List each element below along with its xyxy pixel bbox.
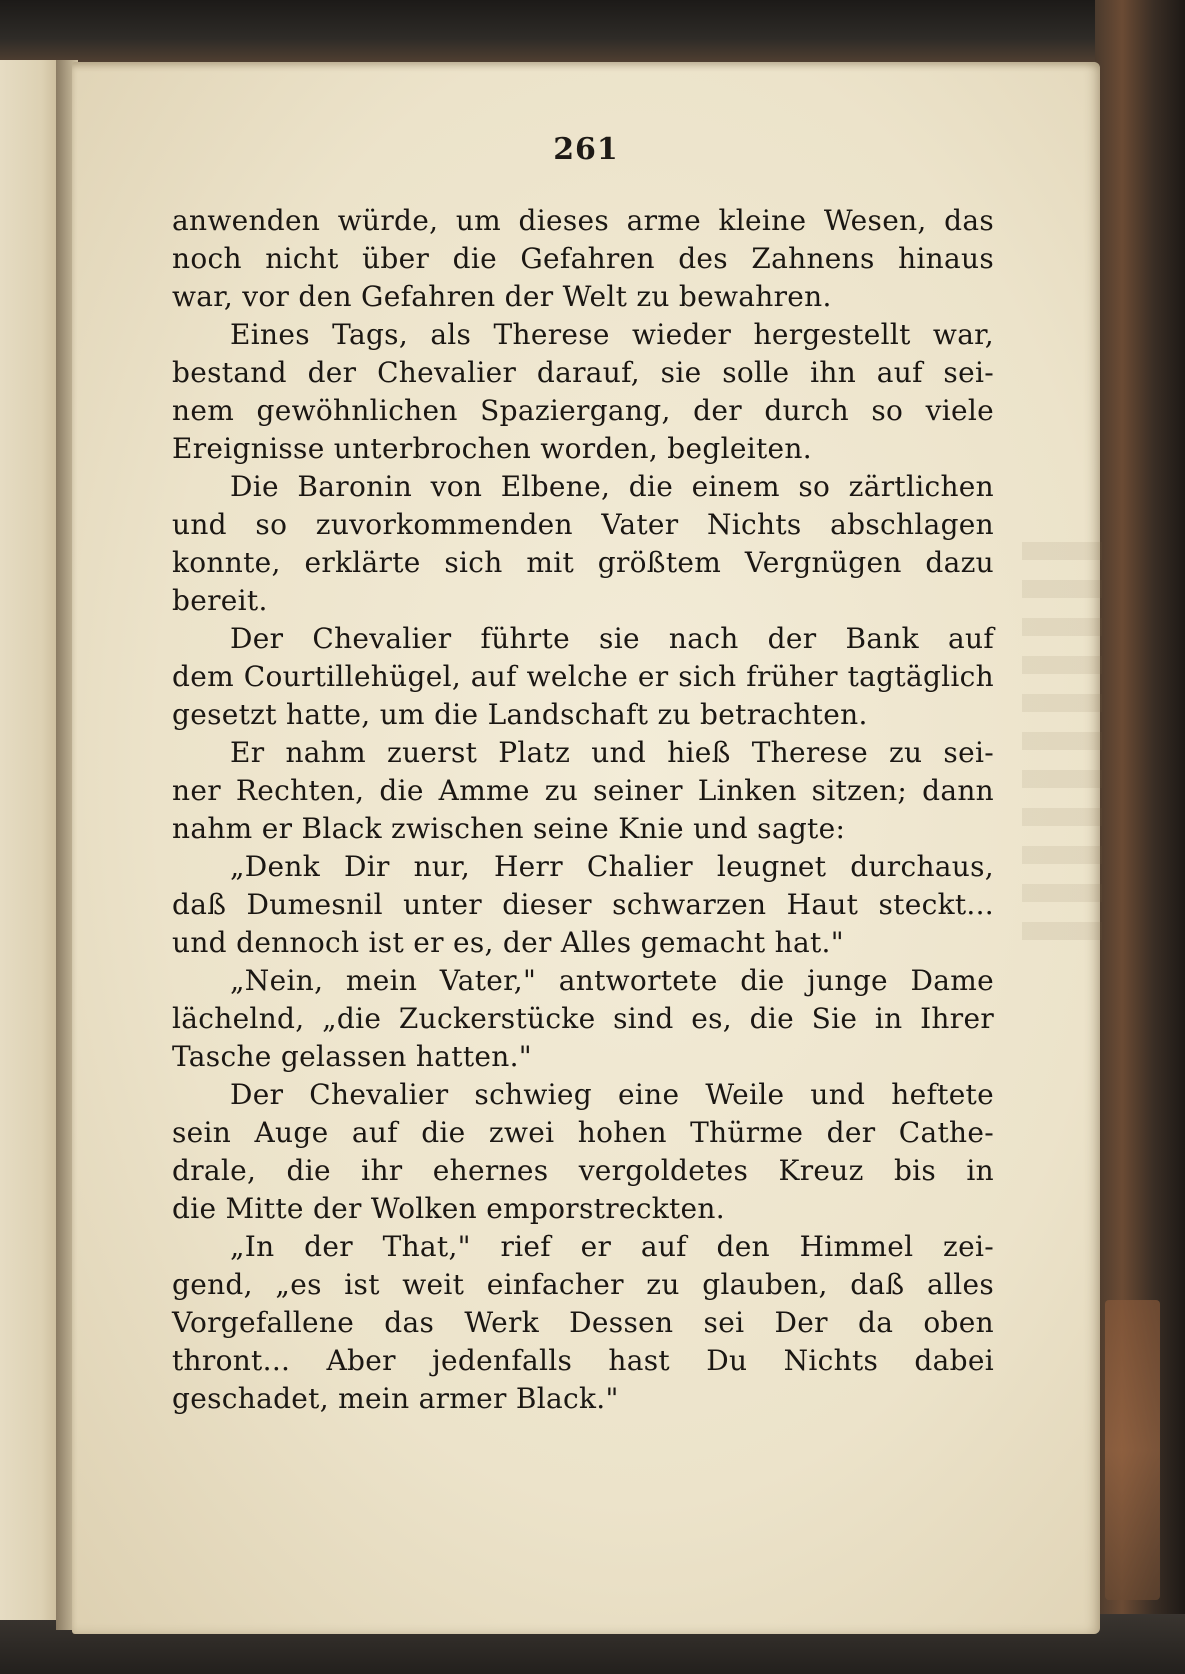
text-line: drale, die ihr ehernes vergoldetes Kreuz bis in	[172, 1154, 994, 1187]
page-number: 261	[553, 132, 619, 167]
text-line: ner Rechten, die Amme zu seiner Linken sitzen; dann	[172, 774, 994, 807]
text-line: Die Baronin von Elbene, die einem so zärtlichen	[230, 470, 994, 503]
text-line: Der Chevalier schwieg eine Weile und heftete	[230, 1078, 994, 1111]
text-line: Er nahm zuerst Platz und hieß Therese zu sei-	[230, 736, 994, 769]
text-line: „Denk Dir nur, Herr Chalier leugnet durchaus,	[230, 850, 994, 883]
text-line: „In der That," rief er auf den Himmel zei-	[230, 1230, 994, 1263]
text-line: dem Courtillehügel, auf welche er sich früher tagtäglich	[172, 660, 994, 693]
book-spine-binding	[1095, 0, 1185, 1674]
text-line: nem gewöhnlichen Spaziergang, der durch so viele	[172, 394, 994, 427]
text-line: Der Chevalier führte sie nach der Bank auf	[230, 622, 994, 655]
text-line: geschadet, mein armer Black."	[172, 1382, 619, 1415]
text-line: und dennoch ist er es, der Alles gemacht hat."	[172, 926, 844, 959]
text-line: sein Auge auf die zwei hohen Thürme der Cathe-	[172, 1116, 994, 1149]
text-line: bestand der Chevalier darauf, sie solle ihn auf sei-	[172, 356, 994, 389]
text-line: und so zuvorkommenden Vater Nichts abschlagen	[172, 508, 994, 541]
text-line: Vorgefallene das Werk Dessen sei Der da oben	[172, 1306, 994, 1339]
text-line: thront... Aber jedenfalls hast Du Nichts dabei	[172, 1344, 994, 1377]
text-line: Ereignisse unterbrochen worden, begleiten.	[172, 432, 812, 465]
text-line: gend, „es ist weit einfacher zu glauben, daß alles	[172, 1268, 994, 1301]
text-line: die Mitte der Wolken emporstreckten.	[172, 1192, 725, 1225]
text-line: „Nein, mein Vater," antwortete die junge Dame	[230, 964, 994, 997]
text-line: war, vor den Gefahren der Welt zu bewahren.	[172, 280, 832, 313]
text-line: noch nicht über die Gefahren des Zahnens hinaus	[172, 242, 994, 275]
book-cover-top-edge	[0, 0, 1185, 70]
text-line: nahm er Black zwischen seine Knie und sagte:	[172, 812, 846, 845]
text-line: bereit.	[172, 584, 268, 617]
book-page	[72, 62, 1100, 1634]
text-line: konnte, erklärte sich mit größtem Vergnügen dazu	[172, 546, 994, 579]
text-line: Tasche gelassen hatten."	[172, 1040, 532, 1073]
text-line: anwenden würde, um dieses arme kleine Wesen, das	[172, 204, 994, 237]
ink-show-through	[1022, 542, 1102, 942]
text-line: gesetzt hatte, um die Landschaft zu betrachten.	[172, 698, 868, 731]
body-text	[172, 202, 994, 1418]
text-line: daß Dumesnil unter dieser schwarzen Haut steckt...	[172, 888, 994, 921]
text-line: lächelnd, „die Zuckerstücke sind es, die Sie in Ihrer	[172, 1002, 994, 1035]
text-line: Eines Tags, als Therese wieder hergestellt war,	[230, 318, 994, 351]
